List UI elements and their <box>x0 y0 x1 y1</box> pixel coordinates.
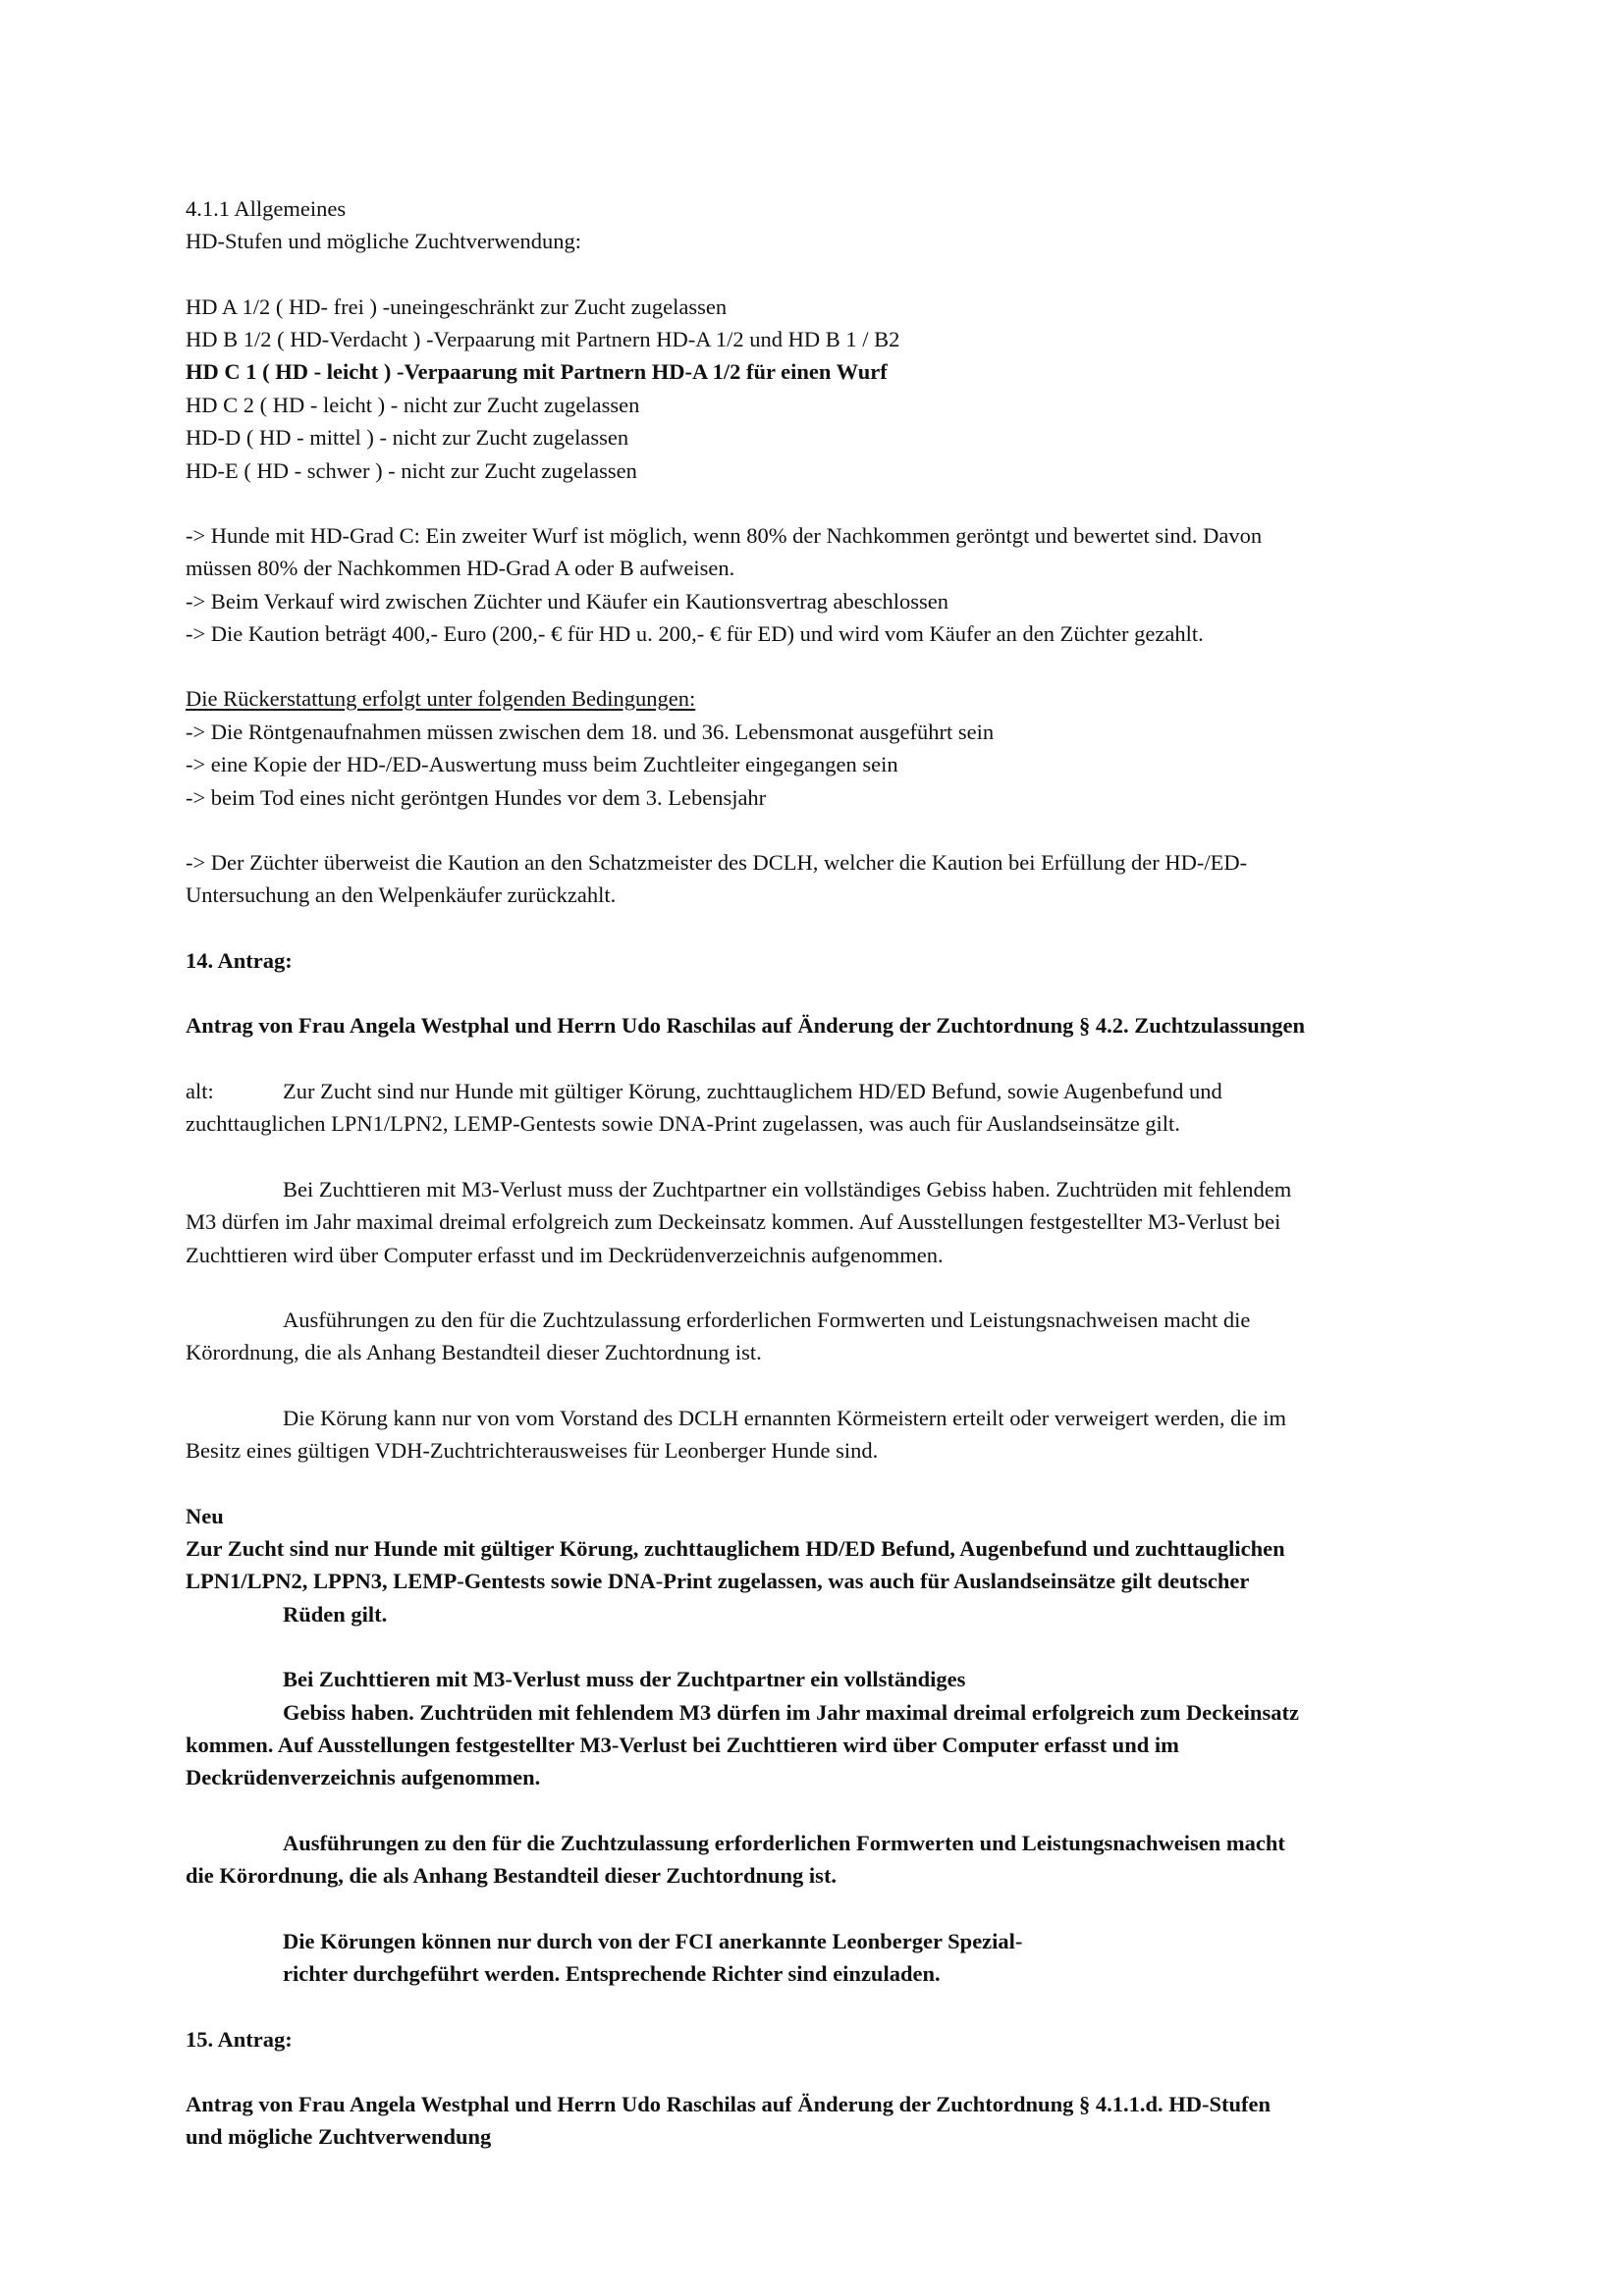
motion-15-subject-line: und mögliche Zuchtverwendung <box>186 2124 492 2149</box>
hd-list-item-highlighted: HD C 1 ( HD - leicht ) -Verpaarung mit Partnern HD-A 1/2 für einen Wurf <box>186 359 888 384</box>
new-paragraph-1-line: Rüden gilt. <box>283 1602 388 1627</box>
new-paragraph-4-line: Die Körungen können nur durch von der FCI anerkannte Leonberger Spezial- <box>283 1929 1023 1953</box>
hd-list-item: HD C 2 ( HD - leicht ) - nicht zur Zucht zugelassen <box>186 393 640 417</box>
hd-list-item: HD A 1/2 ( HD- frei ) -uneingeschränkt zur Zucht zugelassen <box>186 294 728 319</box>
new-paragraph-2-line: kommen. Auf Ausstellungen festgestellter M3-Verlust bei Zuchttieren wird über Computer erfasst und im <box>186 1733 1179 1757</box>
final-note-line: -> Der Züchter überweist die Kaution an den Schatzmeister des DCLH, welcher die Kaution bei Erfüllung der HD-/ED- <box>186 850 1248 875</box>
hd-list-item: HD-D ( HD - mittel ) - nicht zur Zucht zugelassen <box>186 425 629 450</box>
old-paragraph-2-line: Zuchttieren wird über Computer erfasst und im Deckrüdenverzeichnis aufgenommen. <box>186 1243 944 1267</box>
note-line: -> Hunde mit HD-Grad C: Ein zweiter Wurf ist möglich, wenn 80% der Nachkommen geröntgt und bewertet sind. Davon <box>186 523 1263 548</box>
new-paragraph-1-line: Zur Zucht sind nur Hunde mit gültiger Körung, zuchttauglichem HD/ED Befund, Augenbefund und zuchttauglichen <box>186 1536 1285 1561</box>
refund-title: Die Rückerstattung erfolgt unter folgenden Bedingungen: <box>186 686 696 711</box>
motion-15-subject-line: Antrag von Frau Angela Westphal und Herrn Udo Raschilas auf Änderung der Zuchtordnung § 4.1.1.d. HD-Stufen <box>186 2092 1271 2116</box>
old-paragraph-2-line: Bei Zuchttieren mit M3-Verlust muss der Zuchtpartner ein vollständiges Gebiss haben. Zuchtrüden mit fehlendem <box>283 1177 1292 1201</box>
motion-15-title: 15. Antrag: <box>186 2027 293 2052</box>
old-paragraph-4-line: Die Körung kann nur von vom Vorstand des DCLH ernannten Körmeistern erteilt oder verweigert werden, die im <box>283 1406 1287 1430</box>
old-paragraph-3-line: Ausführungen zu den für die Zuchtzulassung erforderlichen Formwerten und Leistungsnachweisen macht die <box>283 1308 1251 1332</box>
new-paragraph-1-line: LPN1/LPN2, LPPN3, LEMP-Gentests sowie DNA-Print zugelassen, was auch für Auslandseinsätze gilt deutscher <box>186 1569 1250 1593</box>
section-heading: 4.1.1 Allgemeines <box>186 196 347 221</box>
new-paragraph-2-line: Gebiss haben. Zuchtrüden mit fehlendem M3 dürfen im Jahr maximal dreimal erfolgreich zum Deckeinsatz <box>283 1700 1299 1725</box>
new-paragraph-3-line: Ausführungen zu den für die Zuchtzulassung erforderlichen Formwerten und Leistungsnachweisen macht <box>283 1831 1285 1855</box>
new-paragraph-2-line: Deckrüdenverzeichnis aufgenommen. <box>186 1765 541 1789</box>
motion-14-subject: Antrag von Frau Angela Westphal und Herrn Udo Raschilas auf Änderung der Zuchtordnung § 4.2. Zuchtzulassungen <box>186 1013 1306 1038</box>
old-paragraph-1-line: Zur Zucht sind nur Hunde mit gültiger Körung, zuchttauglichem HD/ED Befund, sowie Augenbefund und <box>283 1079 1222 1103</box>
hd-list-item: HD-E ( HD - schwer ) - nicht zur Zucht zugelassen <box>186 458 637 483</box>
refund-item: -> Die Röntgenaufnahmen müssen zwischen dem 18. und 36. Lebensmonat ausgeführt sein <box>186 720 995 744</box>
old-label: alt: <box>186 1079 214 1103</box>
motion-14-title: 14. Antrag: <box>186 948 293 973</box>
note-line: -> Beim Verkauf wird zwischen Züchter und Käufer ein Kautionsvertrag abeschlossen <box>186 589 949 614</box>
new-paragraph-2-line: Bei Zuchttieren mit M3-Verlust muss der Zuchtpartner ein vollständiges <box>283 1667 966 1691</box>
old-paragraph-3-line: Körordnung, die als Anhang Bestandteil dieser Zuchtordnung ist. <box>186 1340 762 1364</box>
section-subheading: HD-Stufen und mögliche Zuchtverwendung: <box>186 229 582 253</box>
new-label: Neu <box>186 1504 224 1528</box>
note-line: -> Die Kaution beträgt 400,- Euro (200,- € für HD u. 200,- € für ED) und wird vom Käufer an den Züchter gezahlt. <box>186 621 1204 646</box>
final-note-line: Untersuchung an den Welpenkäufer zurückzahlt. <box>186 882 617 907</box>
old-paragraph-2-line: M3 dürfen im Jahr maximal dreimal erfolgreich zum Deckeinsatz kommen. Auf Ausstellungen festgestellter M3-Verlust bei <box>186 1209 1281 1234</box>
refund-item: -> eine Kopie der HD-/ED-Auswertung muss beim Zuchtleiter eingegangen sein <box>186 752 898 776</box>
refund-item: -> beim Tod eines nicht geröntgen Hundes vor dem 3. Lebensjahr <box>186 785 767 810</box>
new-paragraph-4-line: richter durchgeführt werden. Entsprechende Richter sind einzuladen. <box>283 1961 941 1986</box>
note-line: müssen 80% der Nachkommen HD-Grad A oder B aufweisen. <box>186 556 735 580</box>
old-paragraph-1-line: zuchttauglichen LPN1/LPN2, LEMP-Gentests sowie DNA-Print zugelassen, was auch für Auslandseinsätze gilt. <box>186 1111 1180 1136</box>
old-paragraph-4-line: Besitz eines gültigen VDH-Zuchtrichterausweises für Leonberger Hunde sind. <box>186 1438 879 1463</box>
new-paragraph-3-line: die Körordnung, die als Anhang Bestandteil dieser Zuchtordnung ist. <box>186 1863 838 1888</box>
hd-list-item: HD B 1/2 ( HD-Verdacht ) -Verpaarung mit Partnern HD-A 1/2 und HD B 1 / B2 <box>186 327 900 351</box>
